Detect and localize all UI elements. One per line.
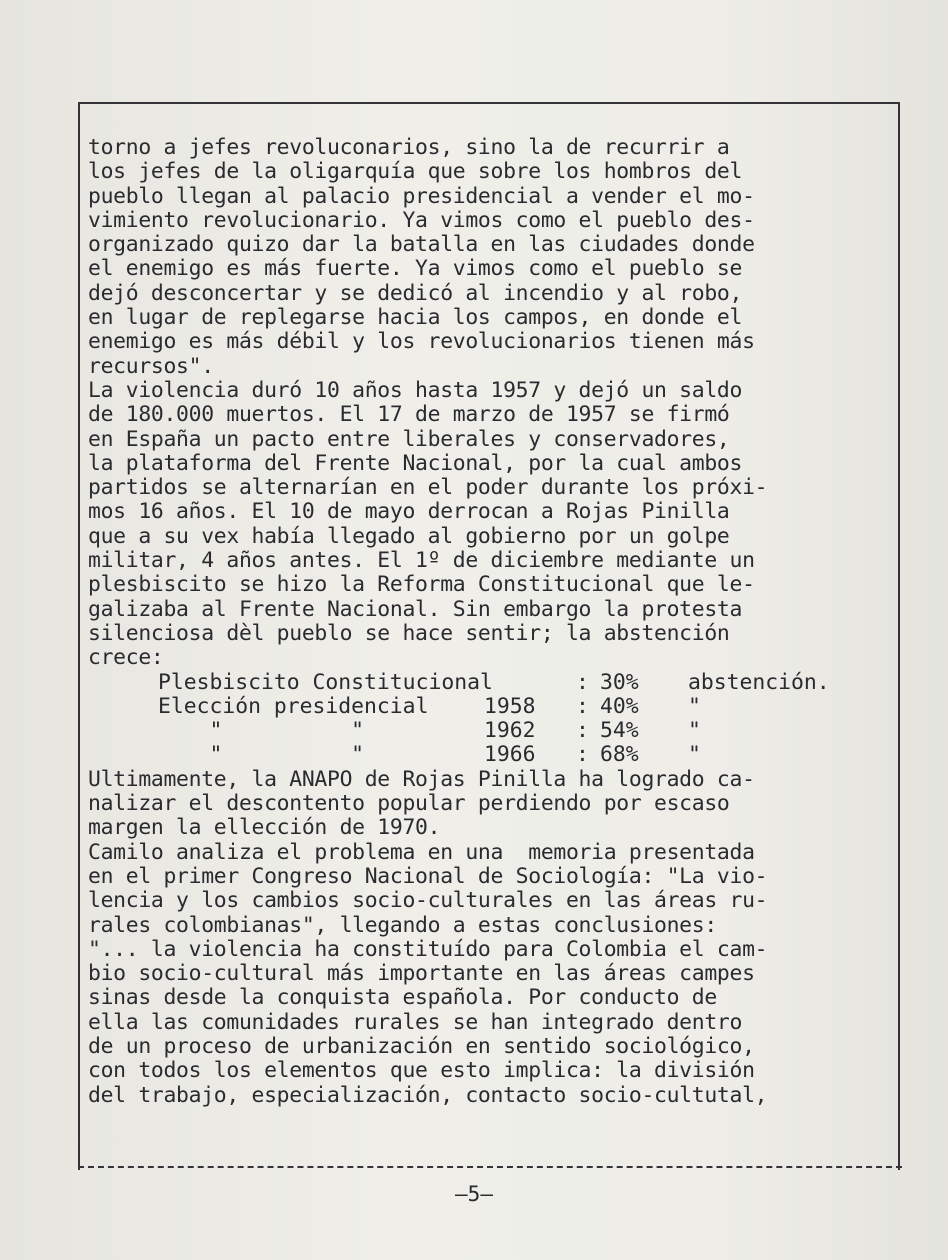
table-cell-note: " — [688, 693, 701, 719]
text-line: lencia y los cambios socio-culturales en las áreas ru- — [88, 889, 768, 914]
table-cell-percent: 40% — [600, 693, 639, 719]
table-cell-percent: 68% — [600, 742, 639, 768]
table-cell-percent: 54% — [600, 718, 639, 744]
text-line: La violencia duró 10 años hasta 1957 y dejó un saldo — [88, 378, 743, 403]
text-line: de 180.000 muertos. El 17 de marzo de 1957 se firmó — [88, 403, 730, 428]
paragraph-block-top — [88, 136, 888, 671]
table-cell-note: " — [688, 742, 701, 768]
text-line: con todos los elementos que esto implica: la división — [88, 1059, 755, 1084]
text-line: recursos". — [88, 354, 214, 379]
table-cell-year: 1962 — [484, 718, 536, 744]
text-line: plesbiscito se hizo la Reforma Constitucional que le- — [88, 573, 755, 598]
text-line: la plataforma del Frente Nacional, por la cual ambos — [88, 451, 743, 476]
text-line: silenciosa dèl pueblo se hace sentir; la abstención — [88, 621, 730, 646]
page-frame-bottom-rule — [78, 1166, 902, 1168]
table-cell-label: " " — [158, 742, 365, 768]
table-cell-colon: : — [576, 693, 589, 719]
table-cell-year: 1958 — [484, 693, 536, 719]
text-line: bio socio-cultural más importante en las áreas campes — [88, 962, 755, 987]
text-line: militar, 4 años antes. El 1º de diciembre mediante un — [88, 549, 755, 574]
text-line: enemigo es más débil y los revolucionarios tienen más — [88, 330, 755, 355]
text-line: los jefes de la oligarquía que sobre los hombros del — [88, 160, 743, 185]
text-line: en lugar de replegarse hacia los campos, en donde el — [88, 306, 743, 331]
text-line: de un proceso de urbanización en sentido sociológico, — [88, 1034, 755, 1059]
text-line: sinas desde la conquista española. Por conducto de — [88, 986, 717, 1011]
table-cell-label: Plesbiscito Constitucional — [158, 669, 493, 695]
text-line: el enemigo es más fuerte. Ya vimos como el pueblo se — [88, 257, 743, 282]
table-row — [88, 695, 888, 719]
text-line: Ultimamente, la ANAPO de Rojas Pinilla ha logrado ca- — [88, 767, 755, 792]
table-cell-label: " " — [158, 718, 365, 744]
abstention-table — [88, 671, 888, 768]
text-line: ella las comunidades rurales se han integrado dentro — [88, 1010, 743, 1035]
table-cell-percent: 30% — [600, 669, 639, 695]
table-cell-colon: : — [576, 742, 589, 768]
table-cell-note: abstención. — [688, 669, 830, 695]
text-line: dejó desconcertar y se dedicó al incendio y al robo, — [88, 281, 743, 306]
page-number: —5— — [455, 1182, 493, 1206]
text-line: en España un pacto entre liberales y conservadores, — [88, 427, 730, 452]
text-line: nalizar el descontento popular perdiendo por escaso — [88, 792, 730, 817]
table-cell-colon: : — [576, 669, 589, 695]
table-cell-colon: : — [576, 718, 589, 744]
paragraph-block-bottom — [88, 768, 888, 1108]
text-line: mos 16 años. El 10 de mayo derrocan a Rojas Pinilla — [88, 500, 730, 525]
text-line: partidos se alternarían en el poder durante los próxi- — [88, 476, 768, 501]
typed-text-block — [88, 136, 888, 1108]
text-line: vimiento revolucionario. Ya vimos como el pueblo des- — [88, 208, 755, 233]
text-line: en el primer Congreso Nacional de Sociología: "La vio- — [88, 864, 768, 889]
text-line: pueblo llegan al palacio presidencial a vender el mo- — [88, 184, 755, 209]
text-line: Camilo analiza el problema en una memoria presentada — [88, 840, 755, 865]
text-line: torno a jefes revoluconarios, sino la de recurrir a — [88, 136, 730, 160]
text-line: "... la violencia ha constituído para Colombia el cam- — [88, 937, 768, 962]
table-cell-note: " — [688, 718, 701, 744]
table-row — [88, 671, 888, 695]
table-row — [88, 743, 888, 767]
table-cell-year: 1966 — [484, 742, 536, 768]
text-line: del trabajo, especialización, contacto socio-cultutal, — [88, 1083, 768, 1108]
text-line: galizaba al Frente Nacional. Sin embargo la protesta — [88, 597, 743, 622]
text-line: margen la ellección de 1970. — [88, 816, 441, 841]
text-line: crece: — [88, 646, 164, 671]
table-cell-label: Elección presidencial — [158, 693, 429, 719]
text-line: organizado quizo dar la batalla en las ciudades donde — [88, 233, 755, 258]
table-row — [88, 719, 888, 743]
text-line: rales colombianas", llegando a estas conclusiones: — [88, 913, 717, 938]
text-line: que a su vex había llegado al gobierno por un golpe — [88, 524, 730, 549]
